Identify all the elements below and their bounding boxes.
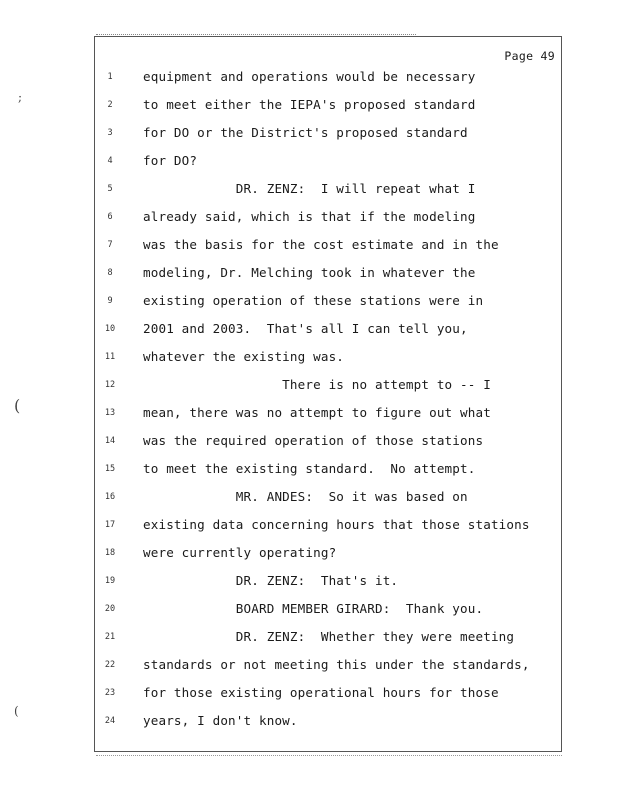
line-number: 11: [104, 352, 116, 362]
line-number: 14: [104, 436, 116, 446]
line-number: 9: [107, 296, 113, 306]
line-number: 17: [104, 520, 116, 530]
line-number: 19: [104, 576, 116, 586]
line-text: existing operation of these stations were in: [143, 293, 484, 308]
line-text: for DO?: [143, 153, 198, 168]
line-number: 24: [104, 716, 116, 726]
line-text: equipment and operations would be necessary: [143, 69, 476, 84]
line-text: standards or not meeting this under the standards,: [143, 657, 530, 672]
line-number: 16: [104, 492, 116, 502]
line-number: 7: [107, 240, 113, 250]
line-number: 3: [107, 128, 113, 138]
transcript-page: [94, 36, 562, 752]
line-number: 1: [107, 72, 113, 82]
line-text: DR. ZENZ: I will repeat what I: [143, 181, 476, 196]
margin-mark-top: ;: [18, 90, 23, 104]
line-number: 13: [104, 408, 116, 418]
line-text: already said, which is that if the modeling: [143, 209, 476, 224]
line-number: 15: [104, 464, 116, 474]
line-number: 18: [104, 548, 116, 558]
line-text: was the basis for the cost estimate and in the: [143, 237, 499, 252]
line-number: 21: [104, 632, 116, 642]
bottom-scan-rule: [96, 755, 562, 756]
line-text: whatever the existing was.: [143, 349, 345, 364]
line-text: were currently operating?: [143, 545, 337, 560]
line-text: MR. ANDES: So it was based on: [143, 489, 468, 504]
margin-mark-bottom: (: [14, 704, 19, 718]
line-number: 5: [107, 184, 113, 194]
page-number: Page 49: [504, 49, 555, 63]
line-number: 4: [107, 156, 113, 166]
line-text: BOARD MEMBER GIRARD: Thank you.: [143, 601, 484, 616]
line-number: 22: [104, 660, 116, 670]
line-text: mean, there was no attempt to figure out what: [143, 405, 491, 420]
line-text: existing data concerning hours that those stations: [143, 517, 530, 532]
line-text: There is no attempt to -- I: [143, 377, 491, 392]
line-text: years, I don't know.: [143, 713, 298, 728]
line-number: 12: [104, 380, 116, 390]
line-text: for those existing operational hours for those: [143, 685, 499, 700]
line-number: 6: [107, 212, 113, 222]
top-scan-rule: [96, 34, 416, 35]
line-text: for DO or the District's proposed standard: [143, 125, 468, 140]
margin-mark-middle: (: [14, 396, 21, 415]
line-text: 2001 and 2003. That's all I can tell you,: [143, 321, 468, 336]
line-number: 8: [107, 268, 113, 278]
line-number: 23: [104, 688, 116, 698]
line-number: 20: [104, 604, 116, 614]
line-number: 10: [104, 324, 116, 334]
line-text: DR. ZENZ: That's it.: [143, 573, 399, 588]
line-text: was the required operation of those stations: [143, 433, 484, 448]
line-number: 2: [107, 100, 113, 110]
line-text: DR. ZENZ: Whether they were meeting: [143, 629, 515, 644]
line-text: to meet the existing standard. No attempt.: [143, 461, 476, 476]
line-text: to meet either the IEPA's proposed standard: [143, 97, 476, 112]
line-text: modeling, Dr. Melching took in whatever the: [143, 265, 476, 280]
